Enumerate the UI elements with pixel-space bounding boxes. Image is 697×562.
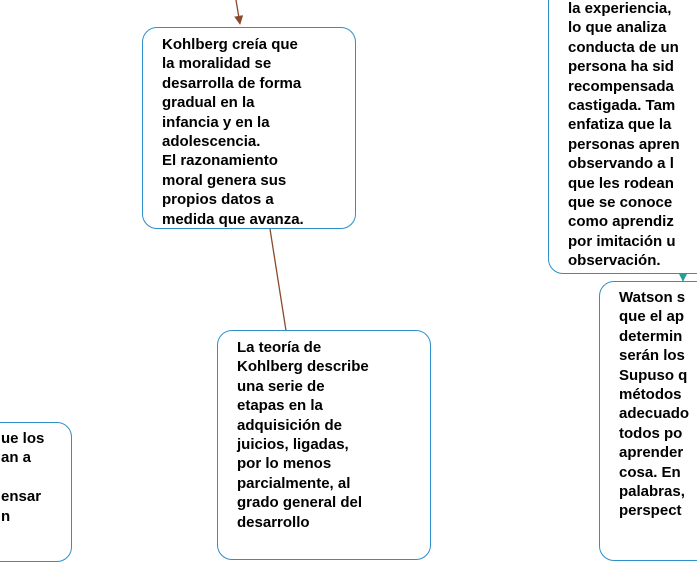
connector-top-to-kohlberg-moral [236, 0, 240, 24]
node-bandura-partial-text: la experiencia, lo que analiza conducta de un persona ha sid recompensada castigada. Tam enfatiza que la personas apren observando a l que les rodean que se conoce como aprendiz por imitación u observación. [568, 0, 680, 270]
node-kohlberg-theory-text: La teoría de Kohlberg describe una serie de etapas en la adquisición de juicios, ligadas, por lo menos parcialmente, al grado general del desarrollo [237, 339, 369, 531]
node-watson-partial[interactable] [599, 281, 697, 561]
node-kohlberg-moral[interactable] [142, 27, 356, 229]
node-left-partial-text: ue los an a ensar n [1, 430, 45, 525]
node-watson-partial-text: Watson s que el ap determin serán los Supuso q métodos adecuado todos po aprender cosa. En palabras, perspect [619, 289, 690, 520]
node-kohlberg-theory[interactable] [217, 330, 431, 560]
node-bandura-partial[interactable] [548, 0, 697, 274]
node-left-partial[interactable] [0, 422, 72, 562]
node-kohlberg-moral-text: Kohlberg creía que la moralidad se desarrolla de forma gradual en la infancia y en la adolescencia. El razonamiento moral genera sus propios datos a medida que avanza. [162, 36, 304, 228]
